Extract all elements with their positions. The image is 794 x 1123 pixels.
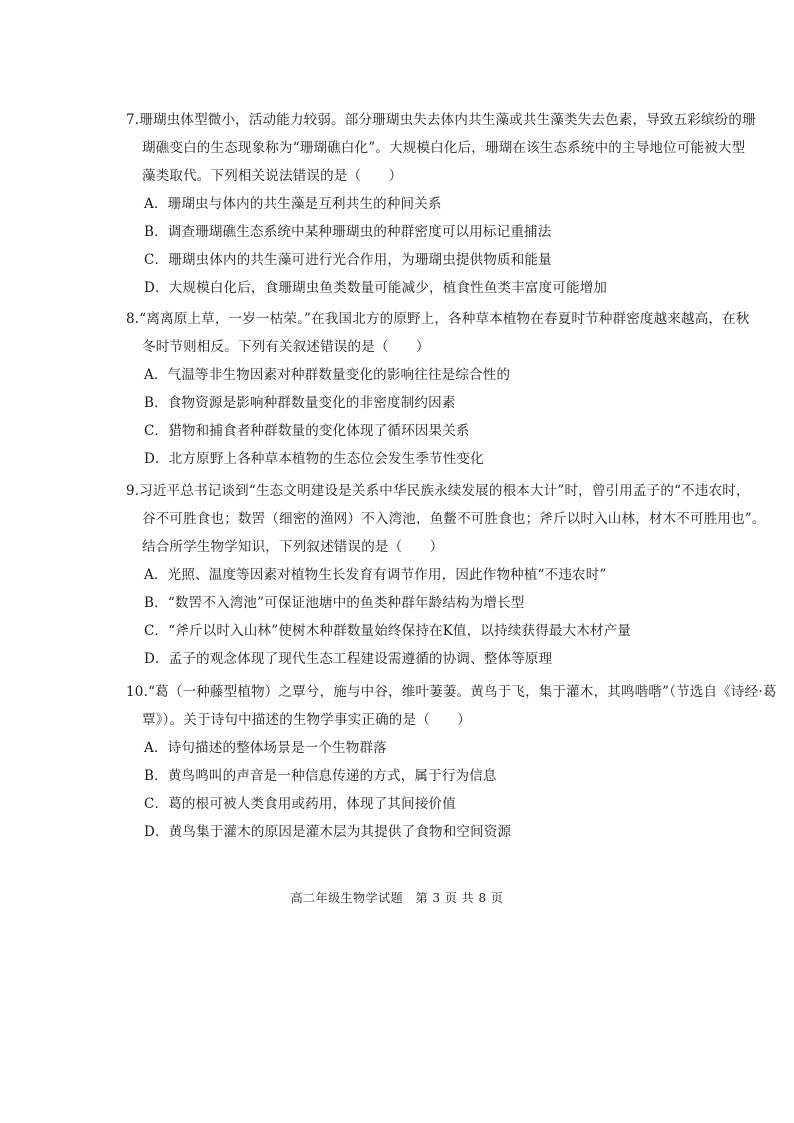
option-a: A．光照、温度等因素对植物生长发育有调节作用，因此作物种植“不违农时” (144, 567, 607, 583)
question-9 (126, 477, 766, 673)
option-c: C．珊瑚虫体内的共生藻可进行光合作用，为珊瑚虫提供物质和能量 (144, 252, 552, 268)
option-b: B．食物资源是影响种群数量变化的非密度制约因素 (144, 395, 456, 411)
question-stem-line: 瑚礁变白的生态现象称为“珊瑚礁白化”。大规模白化后，珊瑚在该生态系统中的主导地位可能被大型 (142, 140, 746, 156)
question-7 (126, 106, 756, 302)
question-stem-line: 谷不可胜食也；数罟（细密的渔网）不入湾池，鱼鳖不可胜食也；斧斤以时入山林，材木不可胜用也”。 (142, 511, 766, 527)
option-a: A．诗句描述的整体场景是一个生物群落 (144, 740, 387, 756)
option-a: A．珊瑚虫与体内的共生藻是互利共生的种间关系 (144, 196, 442, 212)
option-a: A．气温等非生物因素对种群数量变化的影响往往是综合性的 (144, 367, 511, 383)
question-stem-line: 10.“葛（一种藤型植物）之覃兮，施与中谷，维叶萋萋。黄鸟于飞，集于灌木，其鸣喈喈”（节选自《诗经·葛 (126, 684, 777, 700)
option-b: B．调查珊瑚礁生态系统中某种珊瑚虫的种群密度可以用标记重捕法 (144, 224, 552, 240)
option-d: D．北方原野上各种草本植物的生态位会发生季节性变化 (144, 451, 484, 467)
option-d: D．黄鸟集于灌木的原因是灌木层为其提供了食物和空间资源 (144, 824, 512, 840)
option-b: B．黄鸟鸣叫的声音是一种信息传递的方式，属于行为信息 (144, 768, 497, 784)
question-stem-line: 9.习近平总书记谈到“生态文明建设是关系中华民族永续发展的根本大计”时，曾引用孟子的“不违农时， (126, 483, 750, 499)
option-d: D．孟子的观念体现了现代生态工程建设需遵循的协调、整体等原理 (144, 651, 553, 667)
question-stem-line: 覃》）。关于诗句中描述的生物学事实正确的是（ ） (142, 712, 471, 728)
question-stem-line: 藻类取代。下列相关说法错误的是（ ） (142, 168, 403, 184)
option-b: B．“数罟不入湾池”可保证池塘中的鱼类种群年龄结构为增长型 (144, 595, 525, 611)
page-footer: 高二年级生物学试题 第 3 页 共 8 页 (290, 891, 504, 905)
question-stem-line: 8.“离离原上草，一岁一枯荣。”在我国北方的原野上，各种草本植物在春夏时节种群密度越来越高，在秋 (126, 311, 750, 327)
question-stem-line: 冬时节则相反。下列有关叙述错误的是（ ） (142, 339, 430, 355)
question-stem-line: 7.珊瑚虫体型微小，活动能力较弱。部分珊瑚虫失去体内共生藻或共生藻类失去色素，导致五彩缤纷的珊 (126, 112, 756, 128)
question-10 (126, 678, 777, 846)
option-c: C．葛的根可被人类食用或药用，体现了其间接价值 (144, 796, 456, 812)
option-c: C．“斧斤以时入山林”使树木种群数量始终保持在K值，以持续获得最大木材产量 (144, 623, 632, 639)
question-8 (126, 305, 750, 473)
question-stem-line: 结合所学生物学知识，下列叙述错误的是（ ） (142, 539, 444, 555)
option-d: D．大规模白化后，食珊瑚虫鱼类数量可能减少，植食性鱼类丰富度可能增加 (144, 280, 608, 296)
option-c: C．猎物和捕食者种群数量的变化体现了循环因果关系 (144, 423, 470, 439)
